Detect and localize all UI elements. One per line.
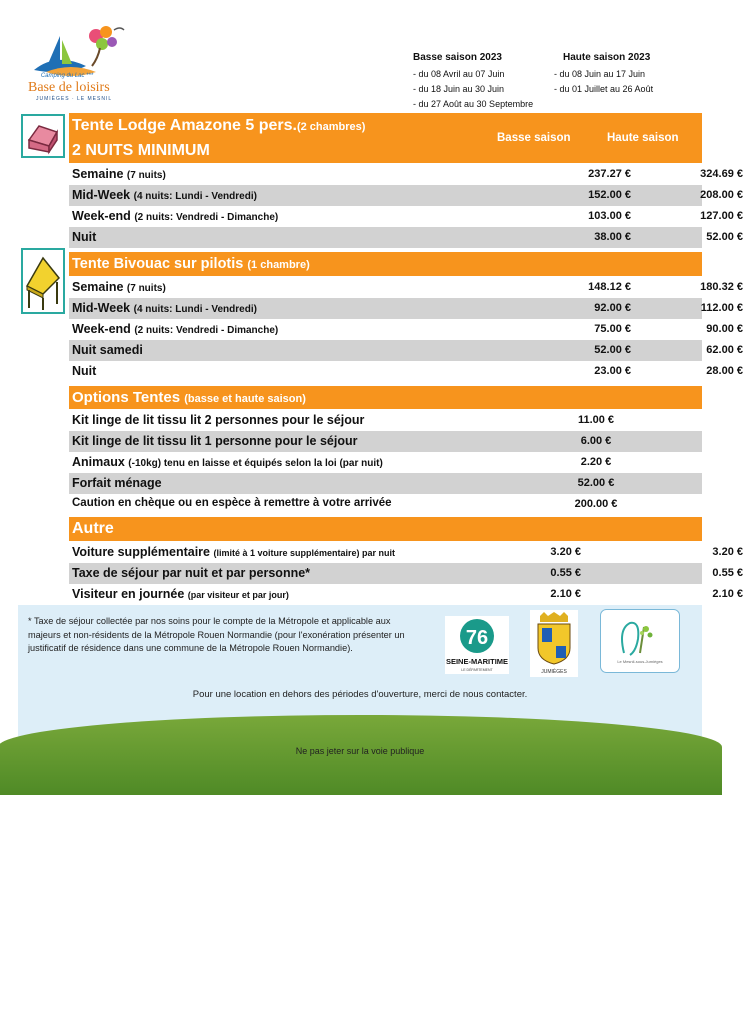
row-label: Visiteur en journée: [72, 587, 185, 601]
logo76-name: SEINE-MARITIME: [445, 657, 509, 666]
other-header: [69, 517, 702, 541]
row-label: Forfait ménage: [72, 476, 162, 490]
high-price: 324.69 €: [700, 168, 743, 180]
row-note: (4 nuits: Lundi - Vendredi): [133, 191, 257, 202]
row-note: (2 nuits: Vendredi - Dimanche): [134, 212, 279, 223]
high-price: 62.00 €: [706, 344, 743, 356]
row-label: Nuit samedi: [72, 343, 143, 357]
high-season-period: - du 01 Juillet au 26 Août: [554, 84, 654, 94]
table-row: [69, 452, 702, 473]
table-row: [69, 298, 743, 319]
row-note: (7 nuits): [126, 170, 166, 181]
row-label: Semaine: [72, 280, 124, 294]
options-title-note: (basse et haute saison): [184, 393, 306, 405]
mesnil-label: Le Mesnil-sous-Jumièges: [617, 659, 663, 664]
lodge-tent-icon: [21, 114, 65, 158]
lodge-header: [69, 113, 702, 163]
low-season-title: Basse saison 2023: [413, 52, 502, 63]
row-label: Animaux: [72, 455, 125, 469]
table-row: [69, 164, 743, 185]
row-label: Week-end: [72, 209, 131, 223]
lodge-title-note: (2 chambres): [296, 121, 366, 133]
row-label: Mid-Week: [72, 188, 131, 202]
high-price: 90.00 €: [706, 323, 743, 335]
option-price: 11.00 €: [577, 414, 615, 426]
low-price: 152.00 €: [588, 189, 631, 201]
low-season-period: - du 27 Août au 30 Septembre: [413, 99, 534, 109]
low-price: 3.20 €: [550, 546, 581, 558]
low-price: 103.00 €: [588, 210, 631, 222]
row-note: (7 nuits): [126, 283, 166, 294]
logo-subtitle: Camping du Lac ***: [40, 73, 94, 79]
options-header: [69, 386, 702, 409]
contact-note: Pour une location en dehors des périodes d'ouverture, merci de nous contacter.: [192, 689, 528, 700]
lodge-title: Tente Lodge Amazone 5 pers.: [72, 117, 297, 134]
high-price: 2.10 €: [712, 588, 743, 600]
bivouac-title: Tente Bivouac sur pilotis: [72, 256, 244, 272]
high-season-period: - du 08 Juin au 17 Juin: [554, 69, 646, 79]
table-row: [69, 319, 743, 340]
high-season-title: Haute saison 2023: [563, 52, 651, 63]
le-mesnil-logo: [600, 609, 680, 673]
row-note: (par visiteur et par jour): [187, 590, 289, 600]
high-price: 112.00 €: [700, 302, 743, 314]
row-label: Week-end: [72, 322, 131, 336]
high-price: 180.32 €: [700, 281, 743, 293]
bivouac-title-note: (1 chambre): [247, 259, 310, 271]
footer: [18, 605, 702, 756]
col-low-season: Basse saison: [497, 132, 571, 144]
logo76-sub: LE DÉPARTEMENT: [461, 668, 493, 672]
table-row: [69, 431, 702, 452]
low-price: 52.00 €: [594, 344, 631, 356]
low-price: 23.00 €: [594, 365, 631, 377]
low-price: 148.12 €: [588, 281, 631, 293]
jumieges-label: JUMIÈGES: [541, 669, 567, 675]
jumieges-coat-of-arms: [530, 610, 578, 677]
other-title: Autre: [72, 520, 114, 537]
high-price: 28.00 €: [706, 365, 743, 377]
row-label: Semaine: [72, 167, 124, 181]
table-row: [69, 584, 743, 605]
row-note: (limité à 1 voiture supplémentaire) par nuit: [213, 548, 396, 558]
low-price: 38.00 €: [594, 231, 631, 243]
low-season-period: - du 18 Juin au 30 Juin: [413, 84, 505, 94]
seine-maritime-logo: [445, 616, 509, 674]
low-price: 2.10 €: [550, 588, 581, 600]
low-price: 237.27 €: [588, 168, 631, 180]
low-season-period: - du 08 Avril au 07 Juin: [413, 69, 505, 79]
option-price: 2.20 €: [580, 456, 612, 468]
low-price: 0.55 €: [550, 567, 581, 579]
row-label: Nuit: [72, 364, 97, 378]
options-title: Options Tentes: [72, 389, 181, 406]
row-note: (2 nuits: Vendredi - Dimanche): [134, 325, 279, 336]
bivouac-tent-icon: [21, 248, 65, 314]
row-label: Kit linge de lit tissu lit 1 personne pour le séjour: [72, 434, 358, 448]
row-label: Taxe de séjour par nuit et par personne*: [72, 566, 311, 580]
table-row: [69, 206, 743, 227]
table-row: [69, 473, 702, 494]
table-row: [69, 563, 743, 584]
table-row: [69, 410, 702, 431]
col-high-season: Haute saison: [607, 132, 679, 144]
table-row: [69, 361, 743, 382]
row-label: Kit linge de lit tissu lit 2 personnes pour le séjour: [72, 413, 365, 427]
row-note: (4 nuits: Lundi - Vendredi): [133, 304, 257, 315]
high-price: 0.55 €: [712, 567, 743, 579]
logo-location: JUMIÈGES · LE MESNIL: [36, 96, 113, 102]
do-not-litter-note: Ne pas jeter sur la voie publique: [295, 746, 425, 756]
row-label: Caution en chèque ou en espèce à remettre à votre arrivée: [72, 497, 392, 509]
tax-footnote: * Taxe de séjour collectée par nos soins pour le compte de la Métropole et applicable aux majeurs et non-résidents de la Métropole Rouen Normandie (pour l'exonération présenter un justificatif de résidence dans une commune de la Métropole Rouen Normandie).: [28, 616, 405, 654]
option-price: 200.00 €: [574, 498, 618, 510]
table-row: [69, 542, 743, 563]
row-label: Voiture supplémentaire: [72, 545, 210, 559]
high-price: 127.00 €: [700, 210, 743, 222]
high-price: 208.00 €: [700, 189, 743, 201]
option-price: 52.00 €: [577, 477, 615, 489]
table-row: [69, 227, 743, 248]
low-price: 92.00 €: [594, 302, 631, 314]
logo76-number: 76: [465, 627, 489, 649]
high-price: 52.00 €: [706, 231, 743, 243]
bivouac-header: [69, 252, 702, 276]
row-label: Nuit: [72, 230, 97, 244]
table-row: [69, 185, 743, 206]
table-row: [69, 340, 743, 361]
row-note: (-10kg) tenu en laisse et équipés selon la loi (par nuit): [128, 458, 383, 469]
low-price: 75.00 €: [594, 323, 631, 335]
lodge-minimum: 2 NUITS MINIMUM: [72, 142, 210, 159]
high-price: 3.20 €: [712, 546, 743, 558]
row-label: Mid-Week: [72, 301, 131, 315]
table-row: [69, 277, 743, 298]
table-row: [69, 494, 702, 515]
logo-title: Base de loisirs: [28, 80, 110, 95]
option-price: 6.00 €: [580, 435, 612, 447]
